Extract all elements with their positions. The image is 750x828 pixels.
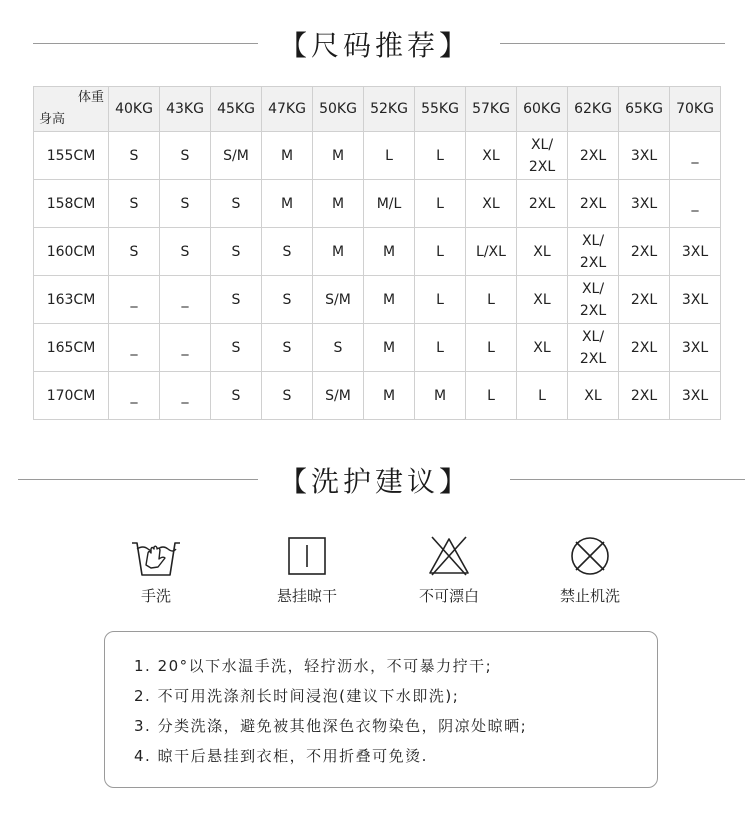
size-cell: L — [415, 132, 466, 180]
weight-header-cell: 52KG — [364, 87, 415, 132]
size-cell: S — [262, 324, 313, 372]
size-cell: XL — [517, 228, 568, 276]
size-cell: 3XL — [619, 180, 670, 228]
size-cell: XL — [517, 324, 568, 372]
size-cell: XL — [517, 276, 568, 324]
care-label-no-machine-wash: 禁止机洗 — [559, 587, 620, 605]
care-item-no-machine-wash — [535, 535, 645, 606]
weight-header-cell: 65KG — [619, 87, 670, 132]
size-cell: 2XL — [517, 180, 568, 228]
size-chart-table — [33, 86, 721, 420]
care-note-1: 1. 20°以下水温手洗，轻拧沥水，不可暴力拧干; — [134, 657, 493, 675]
size-cell: 3XL — [670, 324, 721, 372]
size-cell: S — [109, 132, 160, 180]
weight-header-cell: 45KG — [211, 87, 262, 132]
size-cell: 2XL — [568, 132, 619, 180]
size-cell: M — [364, 372, 415, 420]
weight-header-cell: 40KG — [109, 87, 160, 132]
size-cell: XL/ 2XL — [568, 324, 619, 372]
size-cell: S/M — [313, 276, 364, 324]
size-cell: L — [415, 180, 466, 228]
size-cell: S — [160, 180, 211, 228]
size-cell: 3XL — [670, 372, 721, 420]
size-cell: XL/ 2XL — [568, 276, 619, 324]
size-cell: L — [364, 132, 415, 180]
weight-header-cell: 47KG — [262, 87, 313, 132]
size-cell: M/L — [364, 180, 415, 228]
care-note-4: 4. 晾干后悬挂到衣柜，不用折叠可免烫. — [134, 747, 428, 765]
corner-weight-label: 体重 — [77, 90, 104, 105]
size-table-header-row — [34, 87, 721, 132]
size-section-title: 【尺码推荐】 — [278, 29, 471, 62]
care-item-hang-dry — [252, 535, 362, 606]
care-label-hand-wash: 手洗 — [140, 587, 171, 605]
size-table-row — [34, 372, 721, 420]
size-table-row — [34, 228, 721, 276]
size-cell: S — [211, 228, 262, 276]
size-cell: 2XL — [619, 372, 670, 420]
size-cell: XL/ 2XL — [568, 228, 619, 276]
size-cell: S — [262, 228, 313, 276]
size-cell: M — [313, 180, 364, 228]
size-cell: XL — [466, 132, 517, 180]
size-cell: L/XL — [466, 228, 517, 276]
size-cell: S — [109, 180, 160, 228]
size-cell: S/M — [313, 372, 364, 420]
height-row-header: 158CM — [34, 180, 109, 228]
size-cell: 2XL — [568, 180, 619, 228]
size-cell: M — [262, 132, 313, 180]
size-cell: S — [211, 324, 262, 372]
care-item-no-bleach — [394, 535, 504, 606]
size-cell: L — [415, 276, 466, 324]
size-cell: S — [313, 324, 364, 372]
height-row-header: 170CM — [34, 372, 109, 420]
weight-header-cell: 70KG — [670, 87, 721, 132]
care-label-hang-dry: 悬挂晾干 — [276, 587, 337, 605]
size-cell: _ — [160, 276, 211, 324]
size-cell: M — [313, 132, 364, 180]
height-row-header: 163CM — [34, 276, 109, 324]
size-title-line-right — [500, 43, 725, 44]
weight-header-cell: 62KG — [568, 87, 619, 132]
size-cell: S — [211, 372, 262, 420]
no-machine-wash-icon — [568, 535, 612, 577]
size-cell: 3XL — [670, 276, 721, 324]
size-table-row — [34, 276, 721, 324]
size-cell: S — [160, 228, 211, 276]
size-cell: L — [466, 372, 517, 420]
size-cell: L — [517, 372, 568, 420]
weight-header-cell: 60KG — [517, 87, 568, 132]
size-cell: _ — [109, 324, 160, 372]
height-row-header: 165CM — [34, 324, 109, 372]
size-cell: XL/ 2XL — [517, 132, 568, 180]
size-cell: XL — [466, 180, 517, 228]
size-cell: S — [211, 276, 262, 324]
care-title-line-right — [510, 479, 745, 480]
height-row-header: 155CM — [34, 132, 109, 180]
size-cell: _ — [160, 372, 211, 420]
size-cell: M — [415, 372, 466, 420]
size-cell: _ — [109, 276, 160, 324]
size-table-row — [34, 132, 721, 180]
weight-header-cell: 55KG — [415, 87, 466, 132]
size-cell: M — [364, 228, 415, 276]
size-cell: S — [211, 180, 262, 228]
hang-dry-icon — [286, 535, 328, 577]
size-cell: S — [262, 372, 313, 420]
height-row-header: 160CM — [34, 228, 109, 276]
size-cell: _ — [670, 180, 721, 228]
care-item-hand-wash — [101, 535, 211, 606]
size-table-row — [34, 324, 721, 372]
care-notes-box — [104, 631, 658, 788]
size-cell: _ — [670, 132, 721, 180]
size-cell: XL — [568, 372, 619, 420]
no-bleach-icon — [426, 535, 472, 577]
size-cell: S — [160, 132, 211, 180]
corner-height-label: 身高 — [39, 112, 66, 127]
care-label-no-bleach: 不可漂白 — [418, 587, 479, 605]
weight-header-cell: 43KG — [160, 87, 211, 132]
size-cell: L — [466, 276, 517, 324]
size-cell: S — [109, 228, 160, 276]
size-cell: 2XL — [619, 276, 670, 324]
weight-header-cell: 57KG — [466, 87, 517, 132]
size-cell: _ — [160, 324, 211, 372]
table-corner-cell — [34, 87, 109, 132]
care-note-3: 3. 分类洗涤，避免被其他深色衣物染色，阴凉处晾晒; — [134, 717, 528, 735]
size-cell: 3XL — [619, 132, 670, 180]
hand-wash-icon — [129, 535, 183, 577]
size-cell: 2XL — [619, 324, 670, 372]
size-cell: M — [313, 228, 364, 276]
size-cell: L — [415, 324, 466, 372]
size-cell: L — [415, 228, 466, 276]
size-cell: M — [262, 180, 313, 228]
size-cell: _ — [109, 372, 160, 420]
care-section-title: 【洗护建议】 — [278, 465, 471, 498]
size-cell: M — [364, 324, 415, 372]
weight-header-cell: 50KG — [313, 87, 364, 132]
size-table-row — [34, 180, 721, 228]
care-note-2: 2. 不可用洗涤剂长时间浸泡(建议下水即洗); — [134, 687, 460, 705]
size-cell: 3XL — [670, 228, 721, 276]
size-cell: S/M — [211, 132, 262, 180]
size-cell: S — [262, 276, 313, 324]
size-cell: 2XL — [619, 228, 670, 276]
size-cell: L — [466, 324, 517, 372]
size-cell: M — [364, 276, 415, 324]
